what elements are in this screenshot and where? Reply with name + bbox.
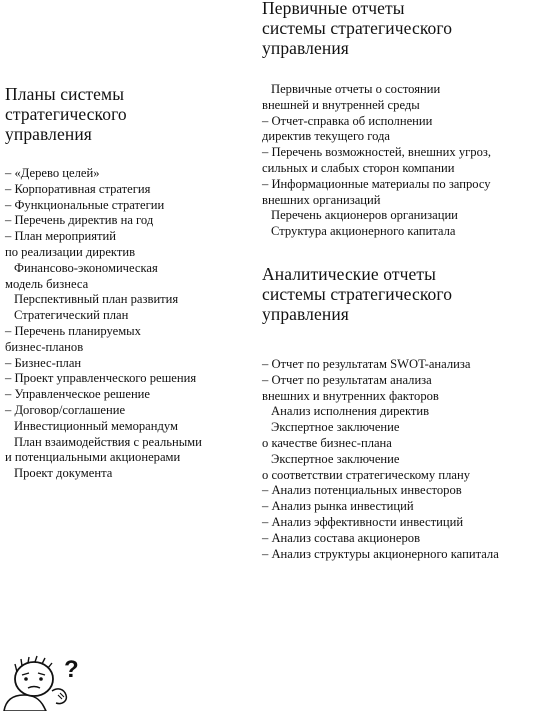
heading-line: системы стратегического xyxy=(262,283,453,304)
list-item: бизнес-планов xyxy=(5,339,84,354)
question-mark-icon: ? xyxy=(64,656,79,683)
list-item: – «Дерево целей» xyxy=(5,166,100,180)
list-item: модель бизнеса xyxy=(5,276,89,291)
heading-line: стратегического xyxy=(5,104,127,124)
primary-reports-list xyxy=(262,82,538,240)
list-item: – Функциональные стратегии xyxy=(5,197,165,212)
primary-reports-section xyxy=(262,0,538,240)
list-item: – Анализ структуры акционерного капитала xyxy=(262,546,499,561)
list-item: внешних и внутренних факторов xyxy=(262,388,439,403)
list-item: Перечень акционеров организации xyxy=(271,208,458,223)
list-item: о соответствии стратегическому плану xyxy=(262,467,470,482)
list-item: внешней и внутренней среды xyxy=(262,97,420,112)
list-item: Стратегический план xyxy=(14,308,129,323)
list-item: по реализации директив xyxy=(5,244,136,259)
heading-line: Планы системы xyxy=(5,84,125,104)
list-item: – Бизнес-план xyxy=(5,355,82,370)
analytic-reports-list xyxy=(262,357,538,562)
plans-section xyxy=(5,84,237,482)
heading-line: управления xyxy=(262,38,349,58)
list-item: Проект документа xyxy=(14,466,113,481)
list-item: – Управленческое решение xyxy=(5,387,151,402)
list-item: – Отчет по результатам SWOT-анализа xyxy=(262,356,471,371)
list-item: – Анализ потенциальных инвесторов xyxy=(262,483,462,498)
list-item: – Корпоративная стратегия xyxy=(5,181,151,196)
plans-list xyxy=(5,166,237,482)
list-item: и потенциальными акционерами xyxy=(5,450,181,465)
list-item: сильных и слабых сторон компании xyxy=(262,160,455,175)
list-item: Структура акционерного капитала xyxy=(271,224,456,239)
list-item: – План мероприятий xyxy=(5,229,117,244)
list-item: Первичные отчеты о состоянии xyxy=(271,82,441,96)
list-item: – Анализ эффективности инвестиций xyxy=(262,514,464,529)
list-item: – Отчет по результатам анализа xyxy=(262,372,432,387)
list-item: – Перечень планируемых xyxy=(5,323,141,338)
list-item: – Анализ рынка инвестиций xyxy=(262,499,414,514)
heading-line: управления xyxy=(5,124,92,144)
list-item: Экспертное заключение xyxy=(271,451,400,466)
list-item: – Анализ состава акционеров xyxy=(262,530,421,545)
list-item: – Перечень возможностей, внешних угроз, xyxy=(262,145,492,160)
analytic-reports-heading xyxy=(262,264,538,324)
list-item: Перспективный план развития xyxy=(14,292,179,307)
list-item: – Перечень директив на год xyxy=(5,213,154,228)
thinking-character-icon xyxy=(0,655,90,711)
reports-column xyxy=(262,0,538,562)
list-item: – Проект управленческого решения xyxy=(5,371,197,386)
heading-line: системы стратегического xyxy=(262,18,453,38)
heading-line: управления xyxy=(262,303,349,324)
list-item: Анализ исполнения директив xyxy=(271,404,430,419)
analytic-reports-section xyxy=(262,264,538,562)
list-item: – Договор/соглашение xyxy=(5,402,126,417)
list-item: – Информационные материалы по запросу xyxy=(262,176,491,191)
list-item: Инвестиционный меморандум xyxy=(14,418,179,433)
heading-line: Аналитические отчеты xyxy=(262,263,436,284)
heading-line: Первичные отчеты xyxy=(262,0,405,18)
plans-heading xyxy=(5,84,237,144)
primary-reports-heading xyxy=(262,0,538,58)
list-item: План взаимодействия с реальными xyxy=(14,434,202,449)
list-item: о качестве бизнес-плана xyxy=(262,435,392,450)
list-item: – Отчет-справка об исполнении xyxy=(262,113,433,128)
list-item: директив текущего года xyxy=(262,129,391,144)
list-item: внешних организаций xyxy=(262,192,381,207)
list-item: Экспертное заключение xyxy=(271,420,400,435)
list-item: Финансово-экономическая xyxy=(14,260,158,275)
